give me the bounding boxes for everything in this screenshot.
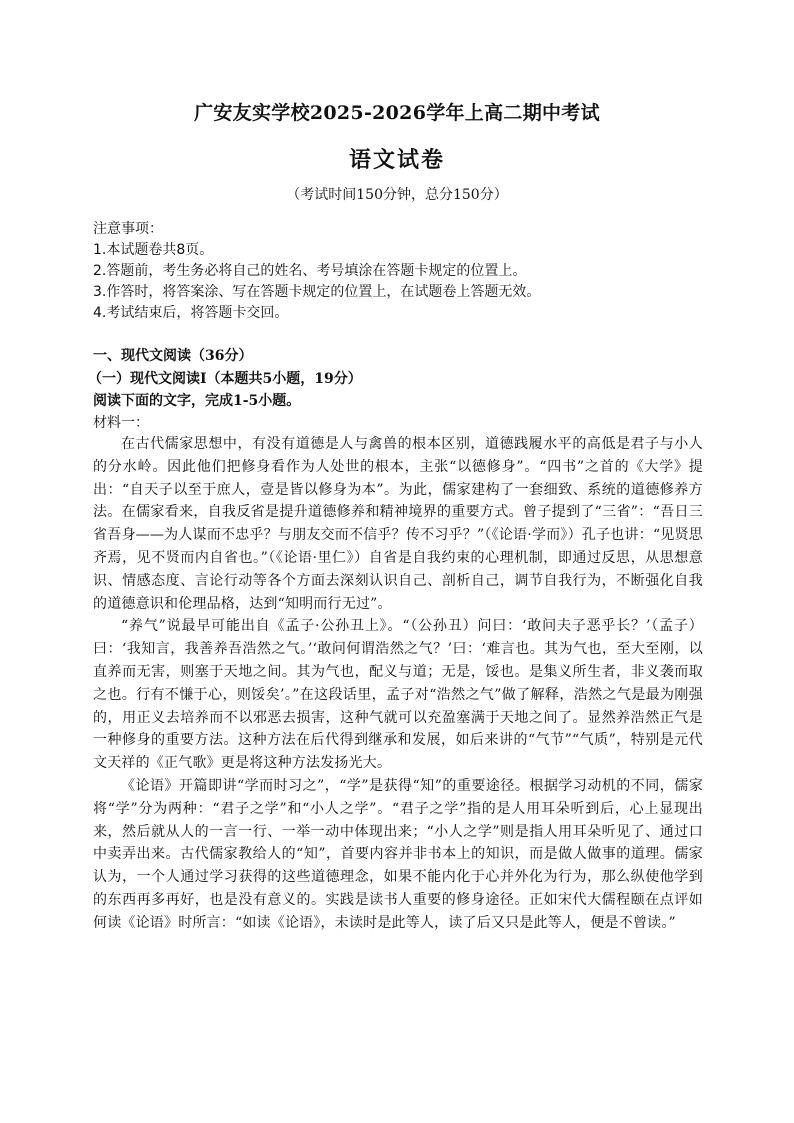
section-subtitle: （一）现代文阅读Ⅰ（本题共5小题，19分） <box>88 371 362 387</box>
exam-info: （考试时间150分钟，总分150分） <box>286 187 508 203</box>
note-item: 3.作答时，将答案涂、写在答题卡规定的位置上，在试题卷上答题无效。 <box>93 284 541 300</box>
passage-paragraph: “养气”说最早可能出自《孟子·公孙丑上》。“（公孙丑）问曰：‘敢问夫子恶乎长？’（孟子）曰：‘我知言，我善养吾浩然之气。’‘敢问何谓浩然之气？’曰：‘难言也。其为气也，至大至刚，以直养而无害，则塞于天地之间。其为气也，配义与道；无是，馁也。是集义所生者，非义袭而取之也。行有不慊于心，则馁矣’。”在这段话里，孟子对“浩然之气”做了解释，浩然之气是最为刚强的，用正义去培养而不以邪恶去损害，这种气就可以充盈塞满于天地之间了。显然养浩然正气是一种修身的重要方法。这种方法在后代得到继承和发展，如后来讲的“气节”“气质”，特别是元代文天祥的《正气歌》更是将这种方法发扬光大。 <box>93 618 703 772</box>
note-item: 4.考试结束后，将答题卡交回。 <box>93 305 289 321</box>
passage-paragraph: 在古代儒家思想中，有没有道德是人与禽兽的根本区别，道德践履水平的高低是君子与小人的分水岭。因此他们把修身看作为人处世的根本，主张“以德修身”。“四书”之首的《大学》提出：“自天子以至于庶人，壹是皆以修身为本”。为此，儒家建构了一套细致、系统的道德修养方法。在儒家看来，自我反省是提升道德修养和精神境界的重要方式。曾子提到了“三省”：“吾日三省吾身——为人谋而不忠乎？与朋友交而不信乎？传不习乎？”（《论语·学而》）孔子也讲：“见贤思齐焉，见不贤而内自省也。”（《论语·里仁》）自省是自我约束的心理机制，即通过反思，从思想意识、情感态度、言论行动等各个方面去深刻认识自己、剖析自己，调节自我行为，不断强化自我的道德意识和伦理品格，达到“知明而行无过”。 <box>93 436 703 612</box>
passage-body <box>93 433 703 935</box>
subject-title: 语文试卷 <box>348 147 445 173</box>
material-label: 材料一： <box>93 415 149 431</box>
section-title: 一、现代文阅读（36分） <box>93 348 253 364</box>
notes-heading: 注意事项： <box>93 221 163 237</box>
note-item: 1.本试题卷共8页。 <box>93 242 214 258</box>
school-exam-title: 广安友实学校2025-2026学年上高二期中考试 <box>194 102 600 124</box>
passage-paragraph: 《论语》开篇即讲“学而时习之”，“学”是获得“知”的重要途径。根据学习动机的不同，儒家将“学”分为两种：“君子之学”和“小人之学”。“君子之学”指的是人用耳朵听到后，心上显现出来，然后就从人的一言一行、一举一动中体现出来；“小人之学”则是指人用耳朵听见了、通过口中卖弄出来。古代儒家教给人的“知”，首要内容并非书本上的知识，而是做人做事的道理。儒家认为，一个人通过学习获得的这些道德理念，如果不能内化于心并外化为行为，那么纵使他学到的东西再多再好，也是没有意义的。实践是读书人重要的修身途径。正如宋代大儒程颐在点评如何读《论语》时所言：“如读《论语》，未读时是此等人，读了后又只是此等人，便是不曾读。” <box>93 777 703 931</box>
note-item: 2.答题前，考生务必将自己的姓名、考号填涂在答题卡规定的位置上。 <box>93 263 527 279</box>
reading-instruction: 阅读下面的文字，完成1-5小题。 <box>93 393 301 409</box>
